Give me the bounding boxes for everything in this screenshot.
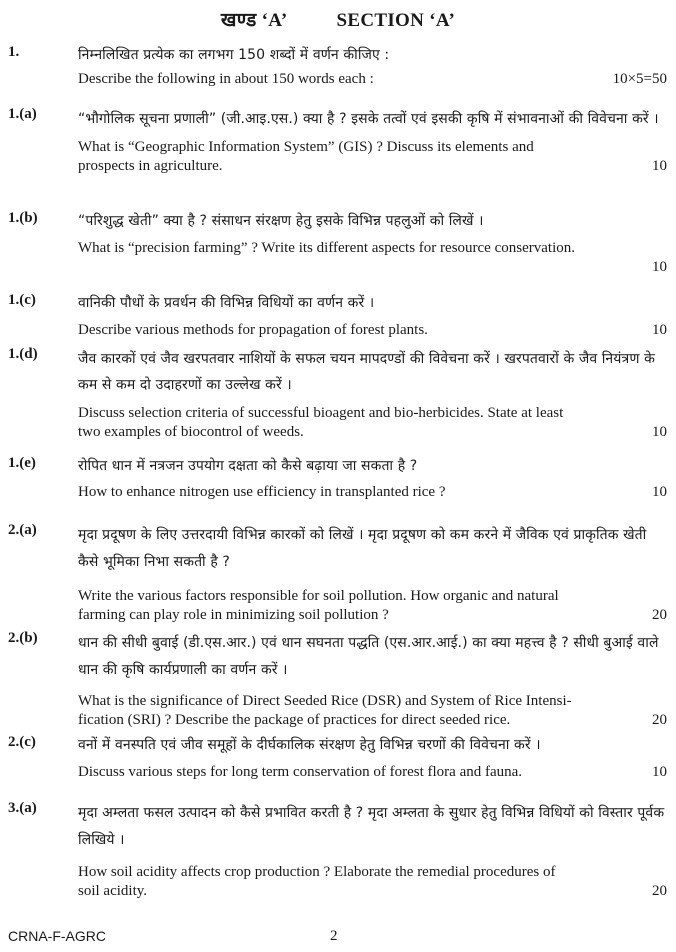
question-text-english: Describe various methods for propagation of forest plants. (78, 322, 428, 338)
question-number: 1.(b) (8, 210, 38, 226)
question-text-hindi: मृदा अम्लता फसल उत्पादन को कैसे प्रभावित करती है ? मृदा अम्लता के सुधार हेतु विभिन्न विधियों को विस्तार पूर्वक लिखिये । (78, 805, 665, 848)
question-text-hindi: धान की सीधी बुवाई (डी.एस.आर.) एवं धान सघनता पद्धति (एस.आर.आई.) का क्या महत्त्व है ? सीधी बुआई वाले धान की कृषि कार्यप्रणाली का वर्णन करें । (78, 635, 659, 678)
marks: 20 (652, 712, 667, 728)
question-text-hindi: मृदा प्रदूषण के लिए उत्तरदायी विभिन्न कारकों को लिखें । मृदा प्रदूषण को कम करने में जैविक एवं प्राकृतिक खेती कैसे भूमिका निभा सकती है ? (78, 527, 647, 570)
page-number: 2 (330, 928, 338, 944)
marks: 10×5=50 (612, 71, 667, 87)
question-text-english-line2: soil acidity. (78, 883, 148, 899)
marks: 10 (652, 322, 667, 338)
marks: 20 (652, 607, 667, 623)
marks: 10 (652, 259, 667, 275)
question-text-english-line1: Write the various factors responsible for soil pollution. How organic and natural (78, 588, 559, 604)
marks: 10 (652, 764, 667, 780)
question-number: 2.(b) (8, 630, 38, 646)
question-text-hindi: निम्नलिखित प्रत्येक का लगभग 150 शब्दों में वर्णन कीजिए : (78, 47, 390, 63)
question-number: 1. (8, 44, 20, 60)
question-text-english-line1: What is “Geographic Information System” (GIS) ? Discuss its elements and (78, 139, 534, 155)
question-number: 1.(a) (8, 106, 37, 122)
question-text-english: How to enhance nitrogen use efficiency in transplanted rice ? (78, 484, 446, 500)
question-text-english-line2: two examples of biocontrol of weeds. (78, 424, 304, 440)
question-text-english-line1: What is the significance of Direct Seeded Rice (DSR) and System of Rice Intensi- (78, 693, 572, 709)
question-number: 2.(c) (8, 734, 36, 750)
paper-code: CRNA-F-AGRC (8, 928, 106, 944)
marks: 10 (652, 484, 667, 500)
section-heading (0, 6, 676, 32)
question-text-hindi: वानिकी पौधों के प्रवर्धन की विभिन्न विधियों का वर्णन करें । (78, 295, 375, 311)
question-text-english-line2: prospects in agriculture. (78, 158, 223, 174)
question-text-hindi: वनों में वनस्पति एवं जीव समूहों के दीर्घकालिक संरक्षण हेतु विभिन्न चरणों की विवेचना करें । (78, 737, 541, 753)
question-text-hindi: “परिशुद्ध खेती” क्या है ? संसाधन संरक्षण हेतु इसके विभिन्न पहलुओं को लिखें । (78, 213, 484, 229)
question-text-english-line1: How soil acidity affects crop production ? Elaborate the remedial procedures of (78, 864, 556, 880)
question-number: 2.(a) (8, 522, 37, 538)
question-text-english: Discuss various steps for long term conservation of forest flora and fauna. (78, 764, 523, 780)
question-number: 1.(e) (8, 455, 36, 471)
marks: 10 (652, 424, 667, 440)
question-number: 3.(a) (8, 800, 37, 816)
question-text-english-line1: Discuss selection criteria of successful bioagent and bio-herbicides. State at least (78, 405, 564, 421)
question-number: 1.(c) (8, 292, 36, 308)
question-text-english: What is “precision farming” ? Write its different aspects for resource conservation. (78, 240, 575, 256)
section-heading-hindi: खण्ड ‘A’ (220, 10, 288, 31)
question-number: 1.(d) (8, 346, 38, 362)
marks: 20 (652, 883, 667, 899)
question-text-english-line2: farming can play role in minimizing soil pollution ? (78, 607, 389, 623)
question-text-hindi: “भौगोलिक सूचना प्रणाली” (जी.आइ.एस.) क्या है ? इसके तत्वों एवं इसकी कृषि में संभावनाओं की विवेचना करें । (78, 111, 659, 127)
marks: 10 (652, 158, 667, 174)
section-heading-english: SECTION ‘A’ (336, 10, 456, 31)
question-text-hindi: जैव कारकों एवं जैव खरपतवार नाशियों के सफल चयन मापदण्डों की विवेचना करें । खरपतवारों के जैव नियंत्रण के कम से कम दो उदाहरणों का उल्लेख करें । (78, 351, 655, 393)
question-text-hindi: रोपित धान में नत्रजन उपयोग दक्षता को कैसे बढ़ाया जा सकता है ? (78, 458, 418, 474)
question-text-english: Describe the following in about 150 words each : (78, 71, 374, 87)
question-text-english-line2: fication (SRI) ? Describe the package of practices for direct seeded rice. (78, 712, 511, 728)
